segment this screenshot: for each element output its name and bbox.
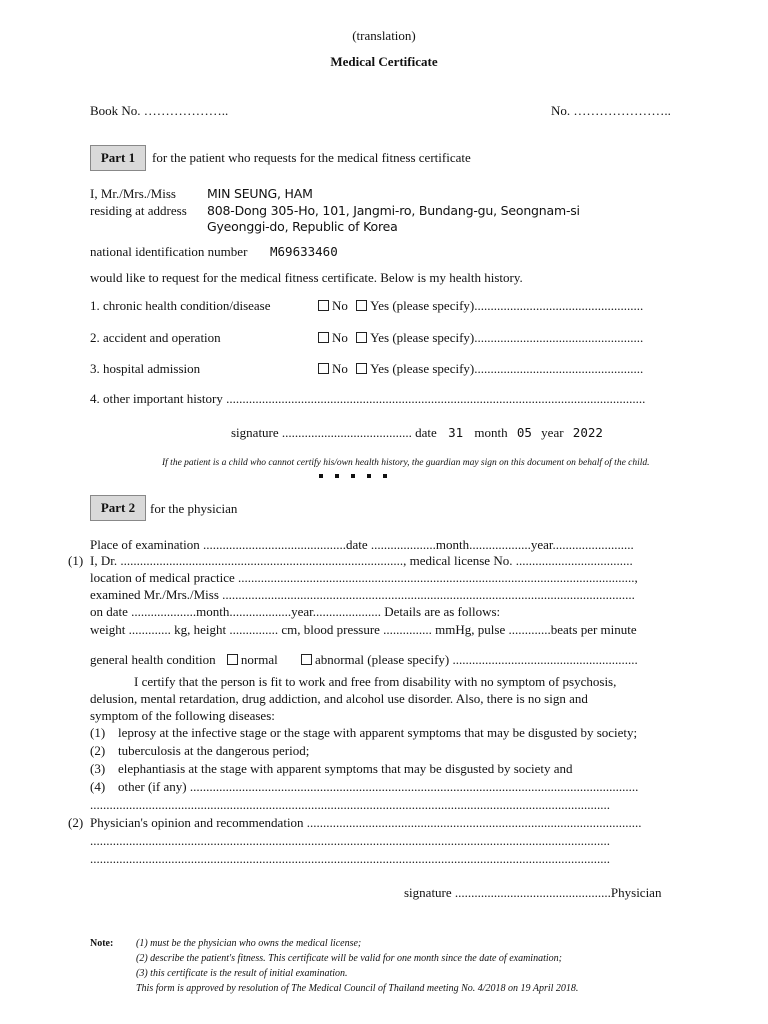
disease-2: tuberculosis at the dangerous period; xyxy=(118,743,310,758)
normal-checkbox[interactable] xyxy=(227,654,238,665)
national-id-value: M69633460 xyxy=(270,244,338,259)
page-title: Medical Certificate xyxy=(330,54,438,69)
question-2: 2. accident and operation xyxy=(90,330,221,345)
vitals-line: weight ............. kg, height ............... cm, blood pressure ............... mmHg, pulse .............beats per minute xyxy=(90,622,637,637)
abnormal-label: abnormal (please specify) ......................................................... xyxy=(314,652,638,667)
certification-line-2: delusion, mental retardation, drug addiction, and alcohol use disorder. Also, there is no sign and xyxy=(90,691,588,706)
q2-yes-label: Yes xyxy=(370,330,390,345)
patient-signature-line xyxy=(231,425,603,441)
disease-2-number: (2) xyxy=(90,743,106,758)
question-3: 3. hospital admission xyxy=(90,361,201,376)
q3-no-label: No xyxy=(332,361,348,376)
disease-4-number: (4) xyxy=(90,779,106,794)
request-text: would like to request for the medical fitness certificate. Below is my health history. xyxy=(90,270,523,285)
book-number: Book No. ……………….. xyxy=(90,103,229,118)
certification-line-1: I certify that the person is fit to work and free from disability with no symptom of psychosis, xyxy=(134,674,617,689)
physician-name-line: I, Dr. ......................................................................................., medical license No. .................................... xyxy=(90,553,633,568)
abnormal-checkbox[interactable] xyxy=(301,654,312,665)
disease-4: other (if any) .......................................................................................................................................... xyxy=(118,779,639,794)
question-1: 1. chronic health condition/disease xyxy=(90,298,271,313)
q3-no-checkbox[interactable] xyxy=(318,363,329,374)
disease-1: leprosy at the infective stage or the stage with apparent symptoms that may be disgusted by society; xyxy=(118,725,638,740)
note-2: (2) describe the patient's fitness. This certificate will be valid for one month since the date of examination; xyxy=(136,953,562,964)
part1-description: for the patient who requests for the medical fitness certificate xyxy=(152,150,471,165)
question-4: 4. other important history ................................................................................................................................. xyxy=(90,391,646,406)
q1-specify: (please specify).................................................... xyxy=(389,298,644,313)
footnote-mark-1: (1) xyxy=(68,553,84,568)
physician-opinion-line: Physician's opinion and recommendation ....................................................................................................... xyxy=(90,815,642,830)
document-number: No. ………………….. xyxy=(551,103,671,118)
section-divider xyxy=(319,474,387,478)
part2-label: Part 2 xyxy=(90,495,146,521)
guardian-note: If the patient is a child who cannot certify his/own health history, the guardian may sign on this document on behalf of the child. xyxy=(162,458,650,468)
note-1: (1) must be the physician who owns the medical license; xyxy=(136,938,362,949)
place-of-examination-line: Place of examination ............................................date ....................month...................year......................... xyxy=(90,537,634,552)
footnote-mark-2: (2) xyxy=(68,815,84,830)
q1-yes-label: Yes xyxy=(370,298,390,313)
q3-yes-checkbox[interactable] xyxy=(356,363,367,374)
year-label: year xyxy=(541,425,564,440)
address-line-1: 808-Dong 305-Ho, 101, Jangmi-ro, Bundang-gu, Seongnam-si xyxy=(207,203,580,218)
patient-signature-label: signature ........................................ date xyxy=(231,425,437,440)
q2-specify: (please specify).................................................... xyxy=(389,330,644,345)
q1-no-checkbox[interactable] xyxy=(318,300,329,311)
month-label: month xyxy=(474,425,508,440)
note-4: This form is approved by resolution of The Medical Council of Thailand meeting No. 4/2018 on 19 April 2018. xyxy=(136,983,579,994)
general-health-condition-line xyxy=(90,652,638,668)
translation-label: (translation) xyxy=(352,28,416,43)
q2-no-checkbox[interactable] xyxy=(318,332,329,343)
disease-3-number: (3) xyxy=(90,761,106,776)
disease-dots-line: ................................................................................................................................................................ xyxy=(90,797,610,812)
patient-name-value: MIN SEUNG, HAM xyxy=(207,186,313,201)
date-year: 2022 xyxy=(572,425,603,440)
notes-label: Note: xyxy=(90,938,114,949)
national-id-label: national identification number xyxy=(90,244,248,259)
opinion-dots-line-1: ................................................................................................................................................................ xyxy=(90,833,610,848)
q1-no-label: No xyxy=(332,298,348,313)
question-2-options xyxy=(318,330,643,346)
opinion-dots-line-2: ................................................................................................................................................................ xyxy=(90,851,610,866)
certification-line-3: symptom of the following diseases: xyxy=(90,708,275,723)
note-3: (3) this certificate is the result of initial examination. xyxy=(136,968,348,979)
patient-name-label: I, Mr./Mrs./Miss xyxy=(90,186,176,201)
date-month: 05 xyxy=(516,425,532,440)
examination-date-line: on date ....................month...................year..................... Details are as follows: xyxy=(90,604,501,619)
q1-yes-checkbox[interactable] xyxy=(356,300,367,311)
q2-yes-checkbox[interactable] xyxy=(356,332,367,343)
examined-patient-line: examined Mr./Mrs./Miss ............................................................................................................................... xyxy=(90,587,635,602)
q3-yes-label: Yes xyxy=(370,361,390,376)
address-label: residing at address xyxy=(90,203,187,218)
q3-specify: (please specify).................................................... xyxy=(389,361,644,376)
question-3-options xyxy=(318,361,643,377)
practice-location-line: location of medical practice .........................................................................................................................., xyxy=(90,570,638,585)
normal-label: normal xyxy=(240,652,278,667)
address-line-2: Gyeonggi-do, Republic of Korea xyxy=(207,219,398,234)
part1-label: Part 1 xyxy=(90,145,146,171)
disease-1-number: (1) xyxy=(90,725,106,740)
general-health-label: general health condition xyxy=(90,652,216,667)
question-1-options xyxy=(318,298,643,314)
physician-signature-line: signature ................................................Physician xyxy=(404,885,662,900)
disease-3: elephantiasis at the stage with apparent symptoms that may be disgusted by society and xyxy=(118,761,573,776)
part2-description: for the physician xyxy=(150,501,238,516)
date-day: 31 xyxy=(448,425,464,440)
q2-no-label: No xyxy=(332,330,348,345)
